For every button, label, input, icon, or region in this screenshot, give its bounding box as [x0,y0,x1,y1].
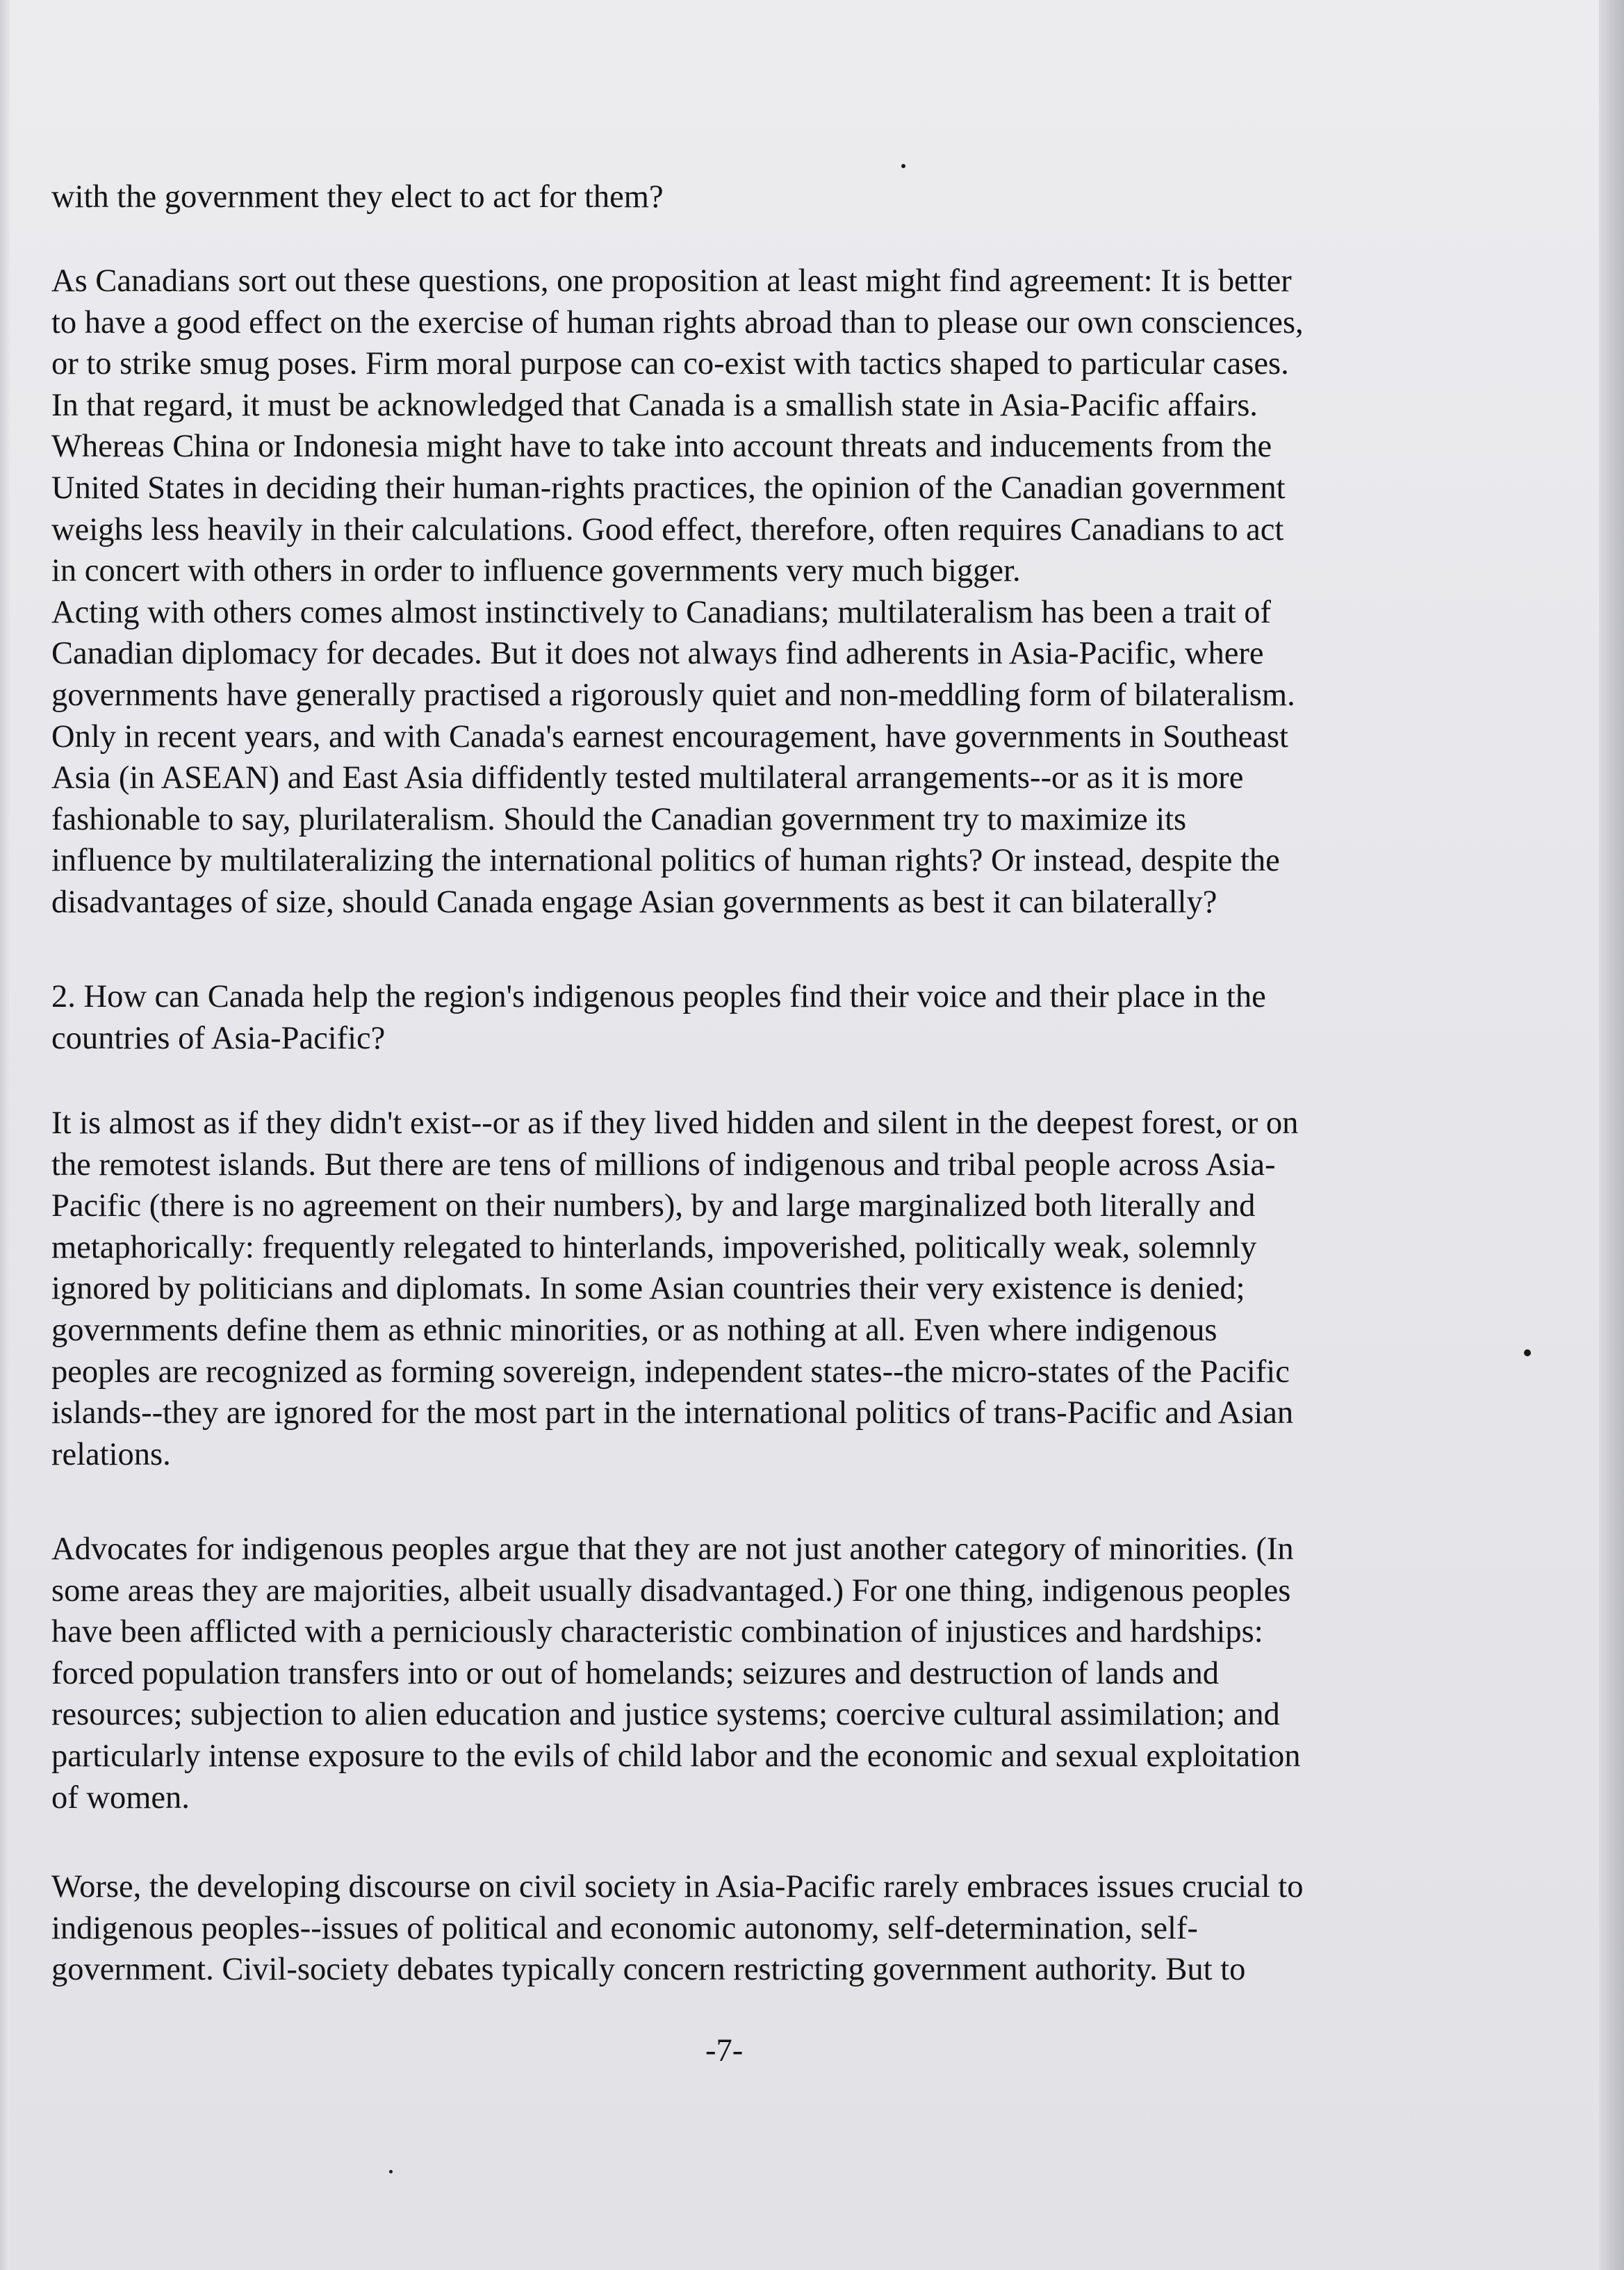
text-line: Advocates for indigenous peoples argue that they are not just another category of minorities. (In [51,1531,1294,1567]
text-line: have been afflicted with a perniciously characteristic combination of injustices and hardships: [51,1614,1263,1650]
text-line: As Canadians sort out these questions, one proposition at least might find agreement: It is better [51,263,1292,299]
text-line: resources; subjection to alien education and justice systems; coercive cultural assimilation; and [51,1697,1280,1733]
text-line: forced population transfers into or out of homelands; seizures and destruction of lands and [51,1655,1220,1691]
text-line: Canadian diplomacy for decades. But it does not always find adherents in Asia-Pacific, where [51,636,1264,672]
text-line: Asia (in ASEAN) and East Asia diffidently tested multilateral arrangements--or as it is more [51,760,1244,796]
paragraph-continuation [51,176,1434,218]
text-line: It is almost as if they didn't exist--or as if they lived hidden and silent in the deepest forest, or on [51,1105,1299,1141]
text-line: Worse, the developing discourse on civil society in Asia-Pacific rarely embraces issues crucial to [51,1869,1304,1905]
text-line: disadvantages of size, should Canada engage Asian governments as best it can bilaterally? [51,884,1217,920]
paragraph-indigenous-peoples [51,1103,1434,1475]
text-line: to have a good effect on the exercise of human rights abroad than to please our own consciences, [51,304,1304,340]
text-line: particularly intense exposure to the evils of child labor and the economic and sexual exploitation [51,1738,1301,1774]
text-line: weighs less heavily in their calculations. Good effect, therefore, often requires Canadians to act [51,511,1284,548]
text-line: with the government they elect to act for them? [51,179,664,215]
text-line: governments have generally practised a rigorously quiet and non-meddling form of bilateralism. [51,677,1295,713]
text-line: Pacific (there is no agreement on their numbers), by and large marginalized both literally and [51,1188,1256,1224]
text-line: the remotest islands. But there are tens of millions of indigenous and tribal people across Asia- [51,1146,1276,1183]
paragraph-civil-society [51,1866,1434,1991]
paragraph-multilateralism [51,261,1434,923]
text-line: Whereas China or Indonesia might have to take into account threats and inducements from the [51,429,1272,465]
text-line: 2. How can Canada help the region's indigenous peoples find their voice and their place in the [51,979,1266,1014]
text-line: peoples are recognized as forming sovereign, independent states--the micro-states of the Pacific [51,1354,1290,1390]
text-line: Acting with others comes almost instinctively to Canadians; multilateralism has been a trait of [51,594,1271,630]
text-line: in concert with others in order to influence governments very much bigger. [51,553,1021,589]
text-line: of women. [51,1779,190,1816]
text-line: United States in deciding their human-rights practices, the opinion of the Canadian government [51,470,1286,506]
text-line: In that regard, it must be acknowledged that Canada is a smallish state in Asia-Pacific affairs. [51,387,1258,423]
text-line: influence by multilateralizing the international politics of human rights? Or instead, despite the [51,843,1280,879]
text-line: Only in recent years, and with Canada's earnest encouragement, have governments in Southeast [51,718,1288,755]
question-heading-indigenous [51,976,1434,1059]
text-line: government. Civil-society debates typically concern restricting government authority. But to [51,1952,1246,1988]
text-line: ignored by politicians and diplomats. In some Asian countries their very existence is denied; [51,1271,1245,1307]
text-line: or to strike smug poses. Firm moral purpose can co-exist with tactics shaped to particular cases. [51,346,1289,382]
text-line: some areas they are majorities, albeit usually disadvantaged.) For one thing, indigenous peoples [51,1572,1291,1609]
page-number: -7- [705,2033,744,2069]
text-line: relations. [51,1436,171,1472]
text-line: metaphorically: frequently relegated to hinterlands, impoverished, politically weak, solemnly [51,1229,1257,1265]
page-left-edge [0,0,10,2270]
scan-speck [1524,1349,1531,1356]
scan-speck [901,164,905,168]
text-line: countries of Asia-Pacific? [51,1020,386,1056]
scan-speck [389,2170,393,2173]
text-line: governments define them as ethnic minorities, or as nothing at all. Even where indigenous [51,1312,1217,1348]
text-line: indigenous peoples--issues of political and economic autonomy, self-determination, self- [51,1910,1198,1946]
page-right-edge [1599,0,1624,2270]
paragraph-advocates [51,1529,1434,1818]
text-line: islands--they are ignored for the most part in the international politics of trans-Pacific and Asian [51,1395,1294,1431]
text-line: fashionable to say, plurilateralism. Should the Canadian government try to maximize its [51,801,1187,837]
